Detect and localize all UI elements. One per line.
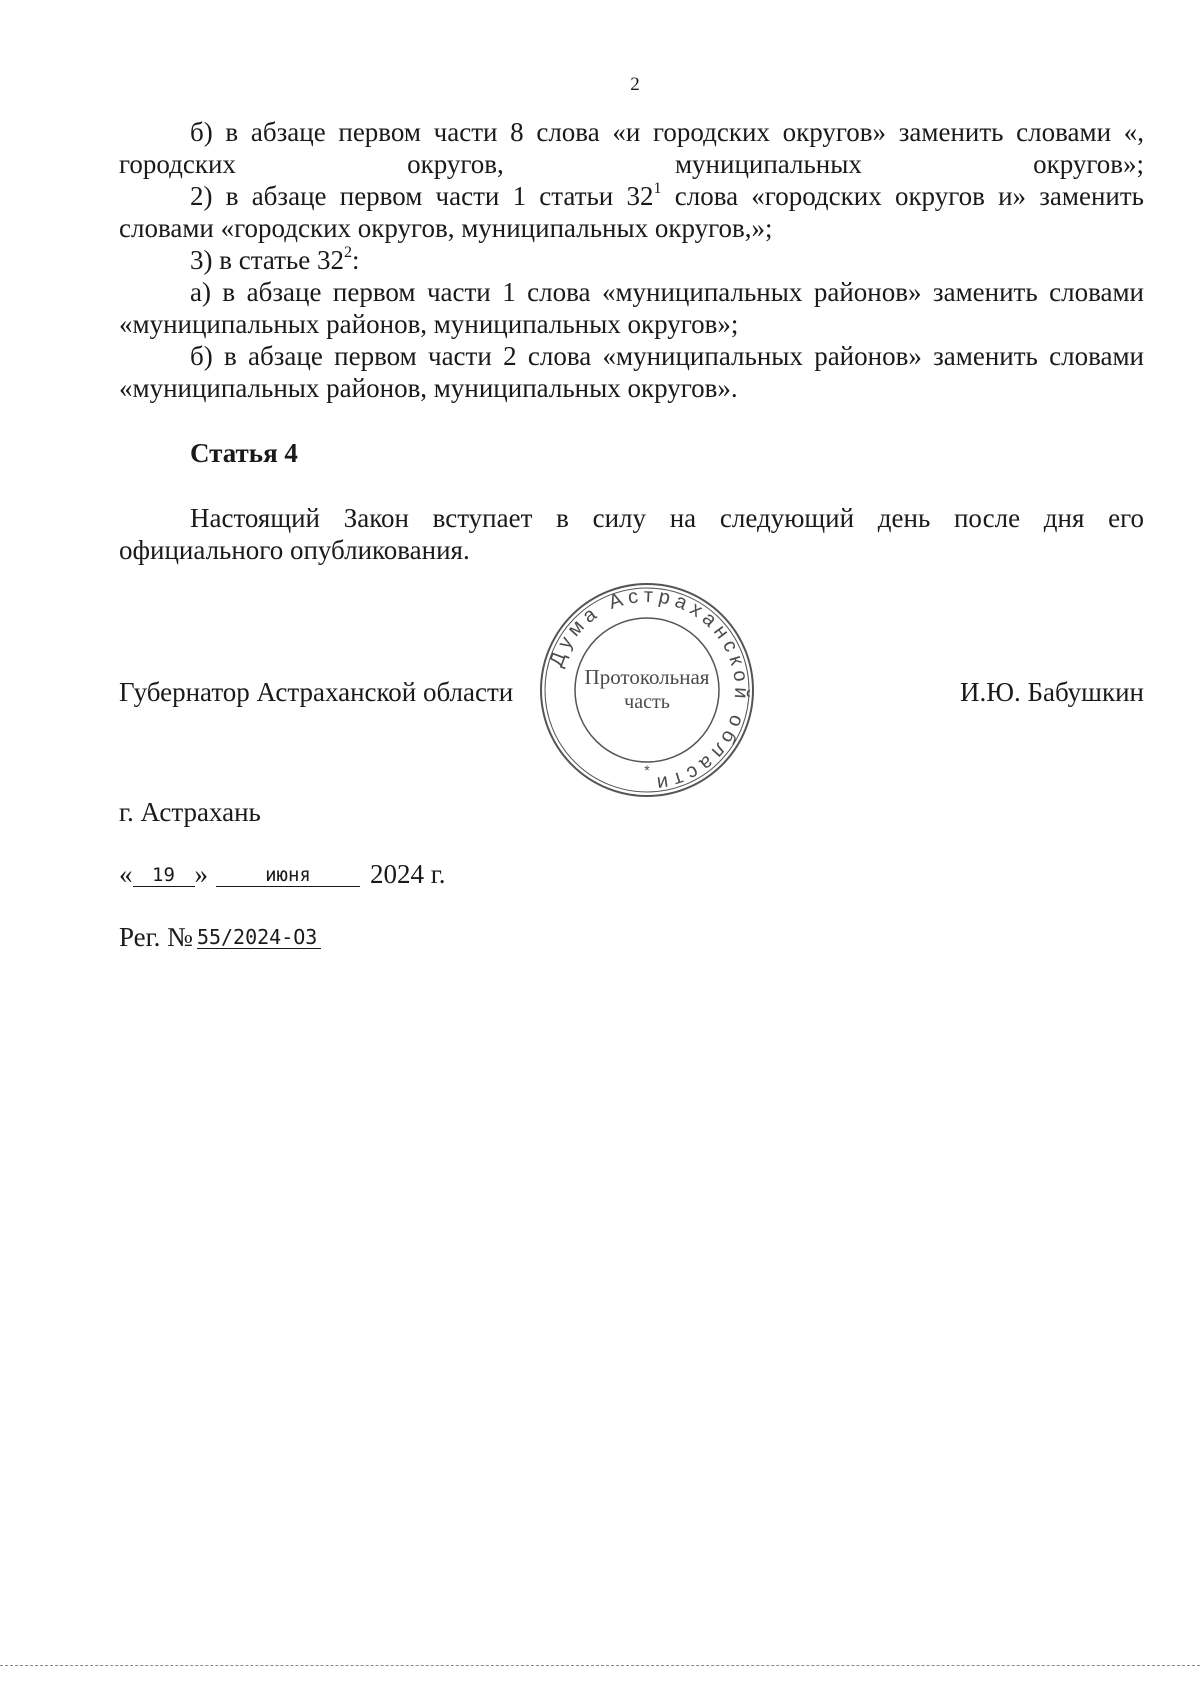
amendment-item-2-text: 2) в абзаце первом части 1 статьи 32 <box>190 181 654 211</box>
governor-name: И.Ю. Бабушкин <box>959 677 1144 707</box>
amendment-item-3-text: 3) в статье 32 <box>190 245 344 275</box>
article-heading: Статья 4 <box>190 438 298 468</box>
official-seal <box>537 580 757 800</box>
place-of-signing: г. Астрахань <box>119 797 261 827</box>
document-body <box>119 116 1144 566</box>
date-year: 2024 г. <box>370 859 446 889</box>
amendment-item-3a: а) в абзаце первом части 1 слова «муниципальных районов» заменить словами «муниципальных районов, муниципальных округов»; <box>119 277 1144 339</box>
article-text: Настоящий Закон вступает в силу на следующий день после дня его официального опубликования. <box>119 503 1144 565</box>
seal-ring-text: Дума Астраханской области <box>545 584 753 796</box>
signing-date <box>119 858 446 890</box>
superscript-1: 1 <box>653 180 662 197</box>
amendment-item-3 <box>119 244 1144 276</box>
page-bottom-divider <box>0 1665 1200 1666</box>
date-day: 19 <box>133 864 195 887</box>
registration-label: Рег. № <box>119 922 193 952</box>
registration-number: 55/2024-ОЗ <box>197 926 321 949</box>
amendment-item-2-tail: слова «городских округов и» заменить словами «городских округов, муниципальных округов,»; <box>119 181 1144 243</box>
seal-center-line1: Протокольная <box>584 665 710 689</box>
date-close-quote: » <box>194 859 208 889</box>
date-month: июня <box>216 864 360 887</box>
amendment-item-3b: б) в абзаце первом части 2 слова «муниципальных районов» заменить словами «муниципальных районов, муниципальных округов». <box>119 341 1144 403</box>
governor-title: Губернатор Астраханской области <box>119 677 514 707</box>
amendment-item-2 <box>119 180 1144 244</box>
amendment-item-3-colon: : <box>351 245 360 275</box>
seal-star-icon: * <box>644 762 650 778</box>
page-number: 2 <box>630 74 640 95</box>
amendment-item-1b: б) в абзаце первом части 8 слова «и городских округов» заменить словами «, городских округов, муниципальных округов»; <box>119 117 1144 179</box>
seal-center-line2: часть <box>624 691 670 713</box>
superscript-2: 2 <box>343 244 352 261</box>
date-open-quote: « <box>119 859 133 889</box>
registration-line <box>119 921 321 953</box>
